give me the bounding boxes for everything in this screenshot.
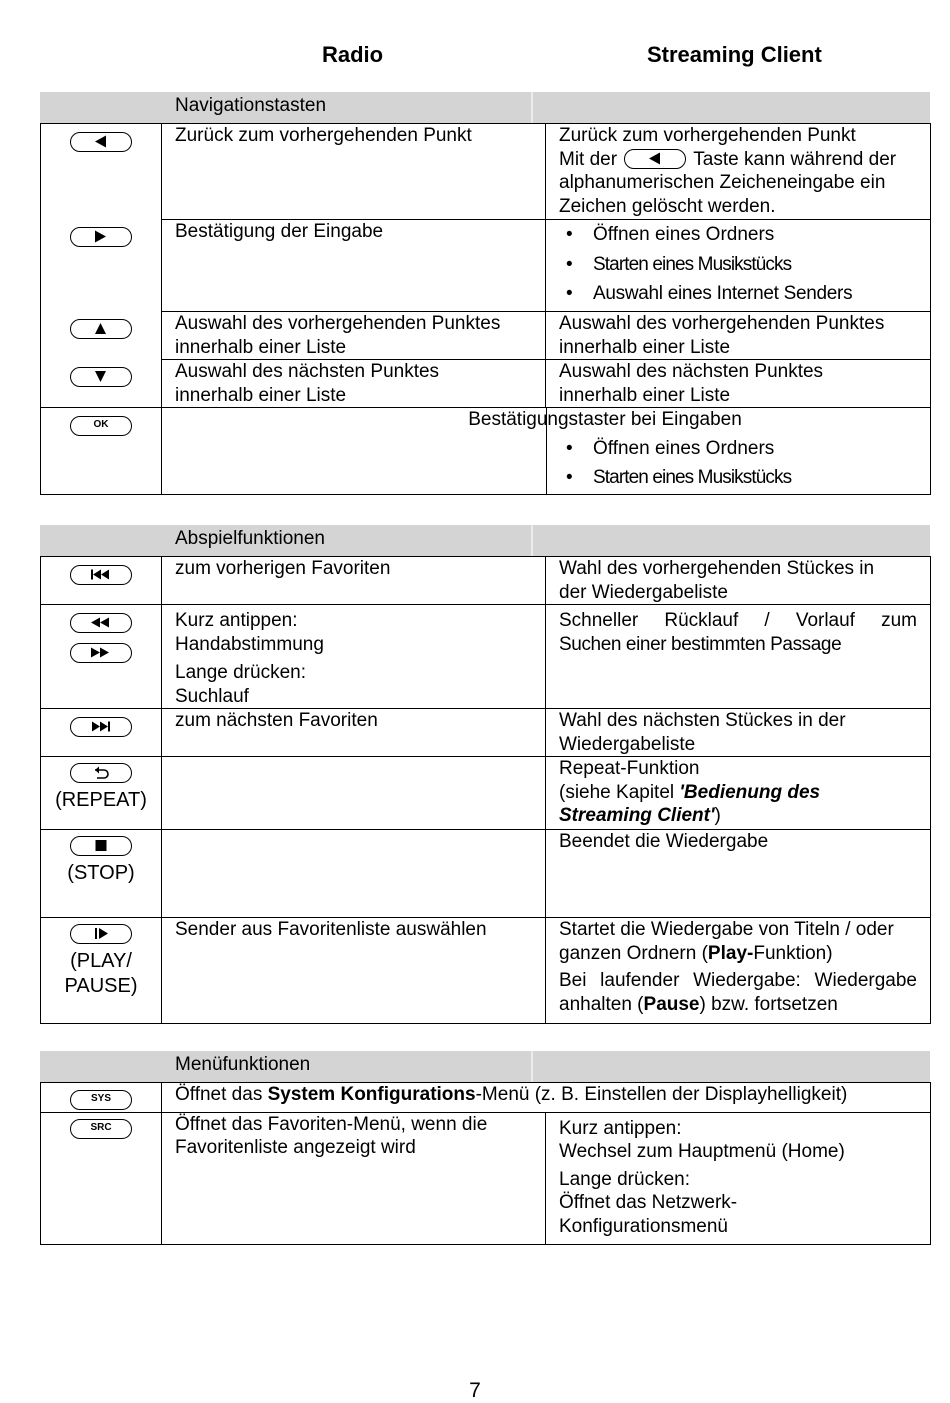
section-title: Navigationstasten (175, 95, 327, 116)
table-row (41, 360, 931, 408)
cell-text: Kurz antippen: (559, 1117, 682, 1139)
section-bar (40, 525, 930, 556)
cell-text: Kurz antippen: (175, 610, 298, 631)
cell-text: Suchlauf (175, 685, 249, 707)
table-row (41, 918, 931, 1024)
cell-text: Konfigurationsmenü (559, 1215, 728, 1237)
left-arrow-key-icon (624, 149, 686, 169)
cell-text: Beendet die Wiedergabe (559, 831, 769, 852)
cell-text: Wechsel zum Hauptmenü (Home) (559, 1141, 845, 1162)
play-pause-label-2: PAUSE) (64, 974, 138, 997)
down-arrow-key-icon (70, 367, 132, 387)
repeat-key-icon (70, 763, 132, 783)
next-track-key-icon (70, 717, 132, 737)
table-row (41, 605, 931, 709)
playback-section (40, 525, 930, 1024)
section-bar (40, 92, 930, 123)
sys-key-icon: SYS (70, 1090, 132, 1110)
playback-table (40, 556, 931, 1024)
cell-text: Wiedergabeliste (559, 733, 696, 755)
cell-text: Auswahl des vorhergehenden Punktes (559, 313, 885, 334)
play-pause-key-icon (70, 924, 132, 944)
bullet-list (559, 437, 930, 490)
cell-text: Auswahl des nächsten Punktes (559, 361, 824, 382)
stop-label: (STOP) (67, 861, 135, 884)
section-title: Abspielfunktionen (175, 528, 325, 549)
cell-text: Streaming Client') (559, 805, 721, 826)
cell-text: zum nächsten Favoriten (175, 710, 378, 731)
left-arrow-key-icon (70, 132, 132, 152)
up-arrow-key-icon (70, 319, 132, 339)
cell-text: Bei laufender Wiedergabe: Wiedergabe (559, 970, 917, 991)
table-row (41, 408, 931, 495)
right-arrow-key-icon (70, 227, 132, 247)
column-header-streaming: Streaming Client (647, 42, 822, 67)
cell-text: Mit der Taste kann während der (559, 148, 897, 170)
cell-text: Bestätigungstaster bei Eingaben (468, 409, 742, 430)
cell-text: Favoritenliste angezeigt wird (175, 1137, 416, 1158)
cell-text: Lange drücken: (175, 662, 306, 683)
table-row (41, 1083, 931, 1113)
table-row (41, 124, 931, 220)
cell-text: innerhalb einer Liste (559, 336, 731, 358)
cell-text: Öffnet das System Konfigurations-Menü (z. B. Einstellen der Displayhelligkeit) (175, 1084, 848, 1105)
src-key-icon: SRC (70, 1119, 132, 1139)
cell-text: Lange drücken: (559, 1168, 690, 1190)
cell-text: Zurück zum vorhergehenden Punkt (175, 125, 472, 146)
menu-section (40, 1051, 930, 1245)
cell-text: innerhalb einer Liste (559, 384, 731, 406)
cell-text: Auswahl des vorhergehenden Punktes (175, 313, 501, 334)
list-item: • Öffnen eines Ordners (559, 223, 930, 247)
menu-table (40, 1082, 931, 1245)
page-number: 7 (469, 1379, 481, 1402)
fast-forward-key-icon (70, 643, 132, 663)
cell-text: Zeichen gelöscht werden. (559, 195, 776, 217)
cell-text: Wahl des nächsten Stückes in der (559, 710, 846, 731)
cell-text: Bestätigung der Eingabe (175, 221, 384, 242)
table-row (41, 220, 931, 312)
table-row (41, 830, 931, 918)
previous-track-key-icon (70, 565, 132, 585)
cell-text: Handabstimmung (175, 633, 324, 655)
ok-key-icon: OK (70, 416, 132, 436)
cell-text: Repeat-Funktion (559, 758, 700, 779)
cell-text: Sender aus Favoritenliste auswählen (175, 919, 487, 940)
list-item: • Starten eines Musikstücks (559, 466, 930, 490)
cell-text: ganzen Ordnern (Play-Funktion) (559, 942, 833, 964)
cell-text: Zurück zum vorhergehenden Punkt (559, 125, 856, 146)
cell-text: anhalten (Pause) bzw. fortsetzen (559, 993, 838, 1015)
cell-text: Schneller Rücklauf / Vorlauf zum (559, 610, 917, 631)
play-pause-label-1: (PLAY/ (70, 949, 132, 972)
rewind-key-icon (70, 613, 132, 633)
table-row (41, 757, 931, 830)
list-item: • Öffnen eines Ordners (559, 437, 930, 461)
section-title: Menüfunktionen (175, 1054, 311, 1075)
list-item: • Starten eines Musikstücks (559, 253, 930, 277)
cell-text: Startet die Wiedergabe von Titeln / oder (559, 919, 894, 940)
navigation-table (40, 123, 931, 495)
cell-text: innerhalb einer Liste (175, 384, 347, 406)
cell-text: Suchen einer bestimmten Passage (559, 633, 842, 655)
cell-text: Öffnet das Netzwerk- (559, 1192, 738, 1213)
cell-text: zum vorherigen Favoriten (175, 558, 391, 579)
cell-text: Wahl des vorhergehenden Stückes in (559, 558, 875, 579)
cell-text: Auswahl des nächsten Punktes (175, 361, 440, 382)
list-item: • Auswahl eines Internet Senders (559, 282, 930, 306)
repeat-label: (REPEAT) (55, 788, 147, 811)
stop-key-icon (70, 836, 132, 856)
table-row (41, 312, 931, 360)
column-header-radio: Radio (322, 42, 384, 67)
table-row (41, 709, 931, 757)
navigation-section (40, 92, 930, 495)
section-bar (40, 1051, 930, 1082)
cell-text: alphanumerischen Zeicheneingabe ein (559, 172, 886, 193)
table-row (41, 557, 931, 605)
table-row (41, 1112, 931, 1244)
cell-text: innerhalb einer Liste (175, 336, 347, 358)
cell-text: (siehe Kapitel 'Bedienung des (559, 781, 821, 803)
cell-text: Öffnet das Favoriten-Menü, wenn die (175, 1113, 488, 1135)
cell-text: der Wiedergabeliste (559, 581, 728, 603)
bullet-list (559, 223, 930, 306)
